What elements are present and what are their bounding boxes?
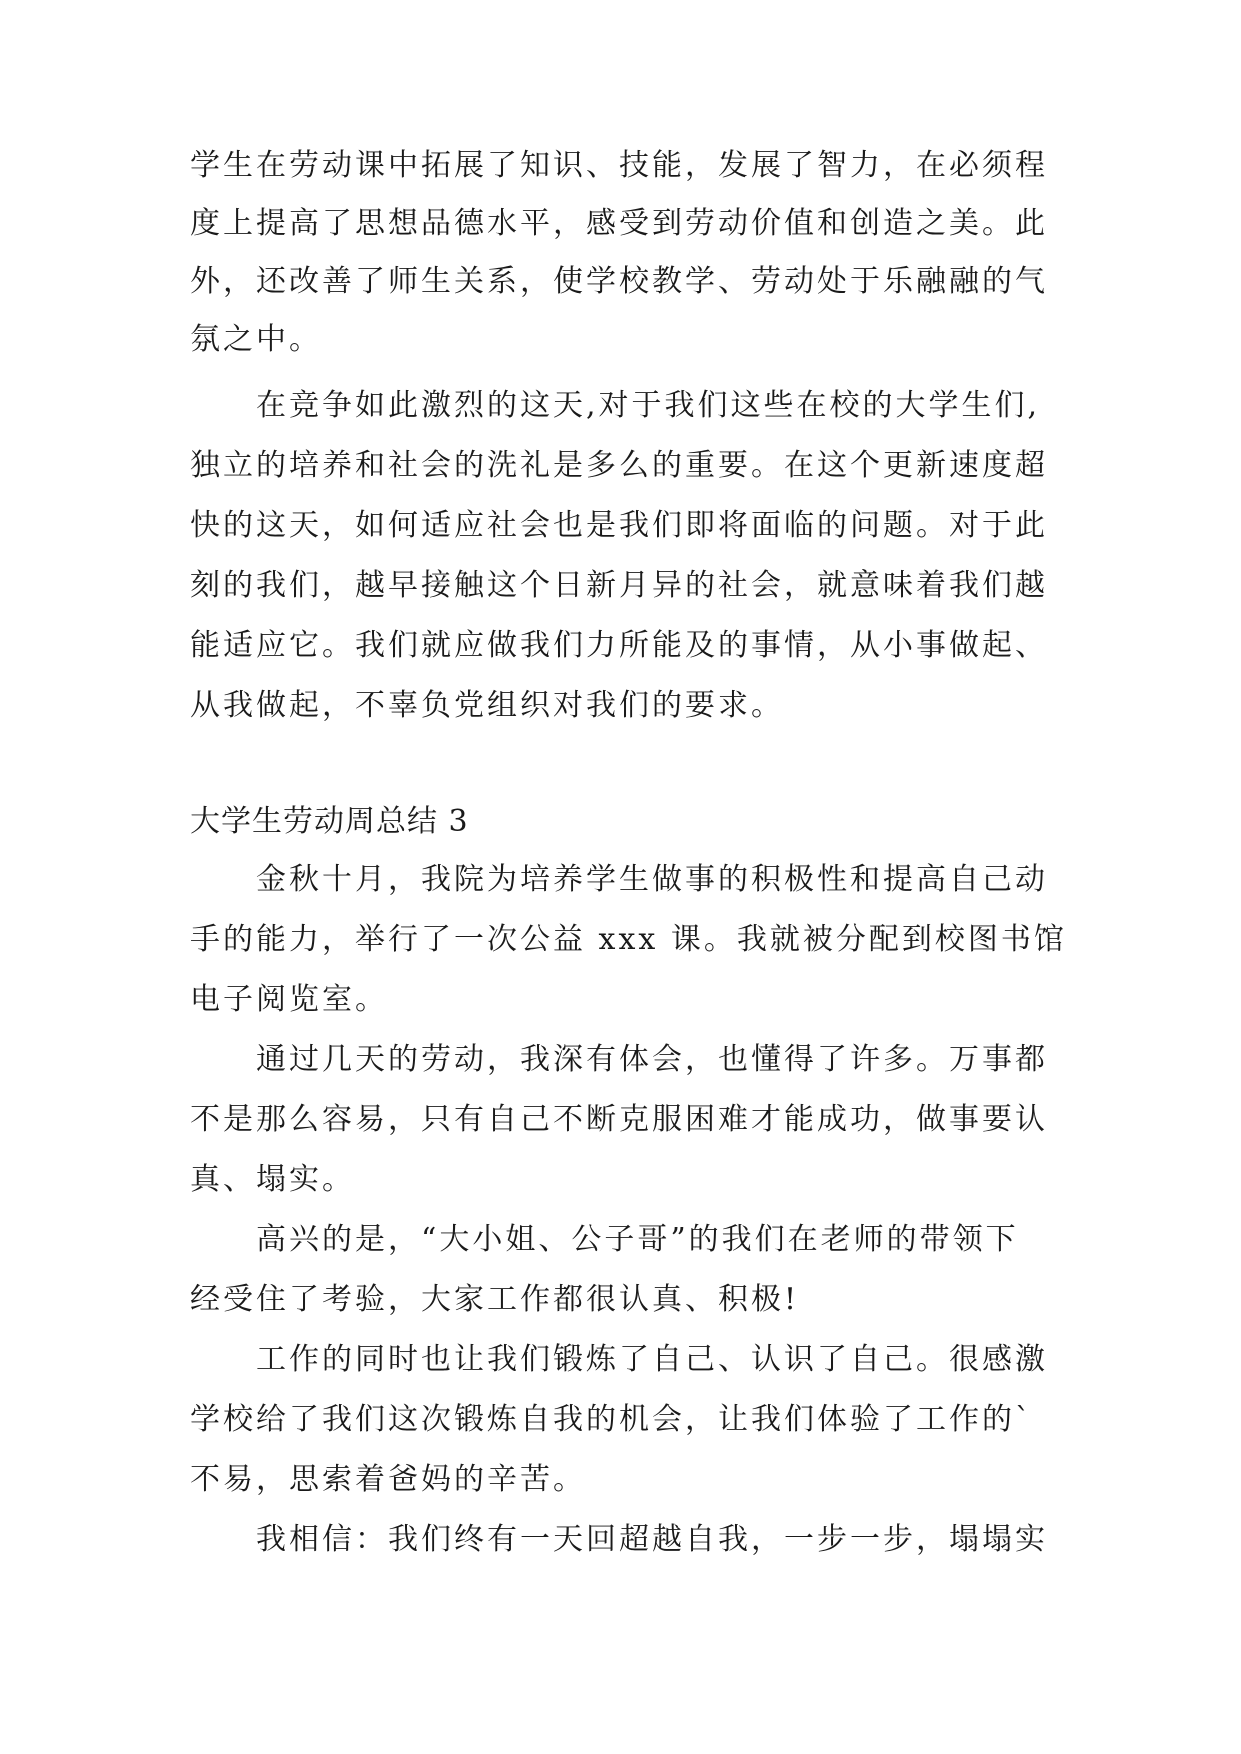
paragraph-line: 手的能力，举行了一次公益 xxx 课。我就被分配到校图书馆 bbox=[190, 922, 1067, 957]
paragraph-line: 能适应它。我们就应做我们力所能及的事情，从小事做起、 bbox=[190, 628, 1048, 663]
paragraph-line: 经受住了考验，大家工作都很认真、积极! bbox=[190, 1282, 800, 1317]
paragraph-line: 学校给了我们这次锻炼自我的机会，让我们体验了工作的` bbox=[190, 1402, 1033, 1437]
paragraph-line: 从我做起，不辜负党组织对我们的要求。 bbox=[190, 688, 784, 723]
paragraph-line: 我相信：我们终有一天回超越自我，一步一步，塌塌实 bbox=[256, 1522, 1048, 1557]
paragraph-line: 不是那么容易，只有自己不断克服困难才能成功，做事要认 bbox=[190, 1102, 1048, 1137]
paragraph-line: 高兴的是，“大小姐、公子哥”的我们在老师的带领下 bbox=[256, 1222, 1019, 1257]
paragraph-line: 独立的培养和社会的洗礼是多么的重要。在这个更新速度超 bbox=[190, 448, 1048, 483]
section-title: 大学生劳动周总结 3 bbox=[190, 804, 469, 839]
paragraph-line: 金秋十月，我院为培养学生做事的积极性和提高自己动 bbox=[256, 862, 1048, 897]
paragraph-line: 快的这天，如何适应社会也是我们即将面临的问题。对于此 bbox=[190, 508, 1048, 543]
paragraph-line: 度上提高了思想品德水平，感受到劳动价值和创造之美。此 bbox=[190, 206, 1048, 241]
paragraph-line: 氛之中。 bbox=[190, 322, 322, 357]
paragraph-line: 学生在劳动课中拓展了知识、技能，发展了智力，在必须程 bbox=[190, 148, 1048, 183]
paragraph-line: 工作的同时也让我们锻炼了自己、认识了自己。很感激 bbox=[256, 1342, 1048, 1377]
paragraph-line: 外，还改善了师生关系，使学校教学、劳动处于乐融融的气 bbox=[190, 264, 1048, 299]
paragraph-line: 在竞争如此激烈的这天,对于我们这些在校的大学生们, bbox=[256, 388, 1041, 423]
paragraph-line: 不易，思索着爸妈的辛苦。 bbox=[190, 1462, 586, 1497]
paragraph-line: 通过几天的劳动，我深有体会，也懂得了许多。万事都 bbox=[256, 1042, 1048, 1077]
paragraph-line: 刻的我们，越早接触这个日新月异的社会，就意味着我们越 bbox=[190, 568, 1048, 603]
paragraph-line: 真、塌实。 bbox=[190, 1162, 355, 1197]
paragraph-line: 电子阅览室。 bbox=[190, 982, 388, 1017]
